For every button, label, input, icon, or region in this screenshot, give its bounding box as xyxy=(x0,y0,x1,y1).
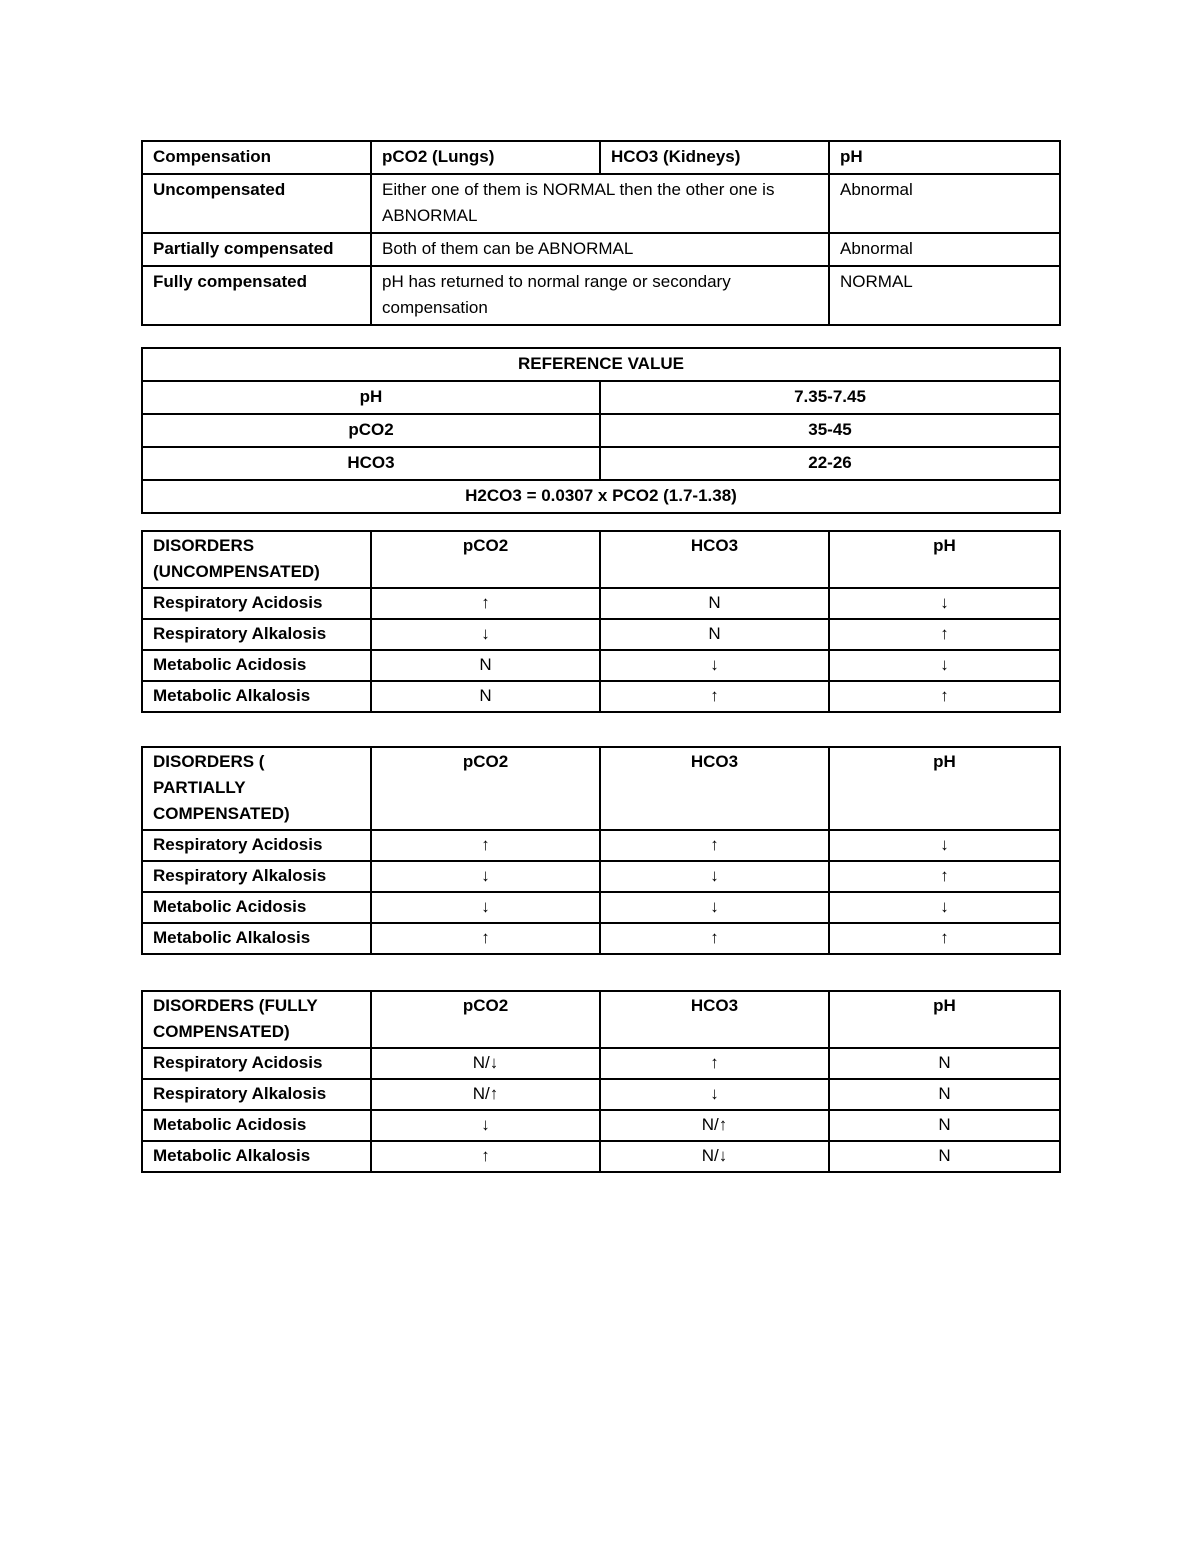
header-cell: HCO3 xyxy=(600,747,829,830)
pco2-cell: ↑ xyxy=(371,1141,600,1172)
reference-value: 22-26 xyxy=(600,447,1060,480)
disorder-name: Respiratory Acidosis xyxy=(142,830,371,861)
table-row xyxy=(142,1110,1060,1141)
uncompensated-table xyxy=(141,530,1061,713)
disorder-name: Metabolic Alkalosis xyxy=(142,681,371,712)
table-row xyxy=(142,480,1060,513)
row-description: Either one of them is NORMAL then the other one is ABNORMAL xyxy=(371,174,829,233)
pco2-cell: ↓ xyxy=(371,892,600,923)
fully-compensated-table xyxy=(141,990,1061,1173)
table-header-row xyxy=(142,991,1060,1048)
pco2-cell: N xyxy=(371,681,600,712)
ph-cell: ↑ xyxy=(829,619,1060,650)
hco3-cell: N xyxy=(600,619,829,650)
disorder-name: Respiratory Alkalosis xyxy=(142,1079,371,1110)
header-cell: pH xyxy=(829,991,1060,1048)
table-header-row xyxy=(142,747,1060,830)
ph-cell: ↑ xyxy=(829,681,1060,712)
hco3-cell: N/↑ xyxy=(600,1110,829,1141)
disorder-name: Respiratory Acidosis xyxy=(142,588,371,619)
hco3-cell: ↓ xyxy=(600,861,829,892)
header-cell: HCO3 xyxy=(600,991,829,1048)
header-cell: Compensation xyxy=(142,141,371,174)
reference-value: 7.35-7.45 xyxy=(600,381,1060,414)
pco2-cell: ↑ xyxy=(371,830,600,861)
table-header-row xyxy=(142,141,1060,174)
header-cell: HCO3 (Kidneys) xyxy=(600,141,829,174)
pco2-cell: ↑ xyxy=(371,588,600,619)
table-row xyxy=(142,266,1060,325)
row-ph: Abnormal xyxy=(829,233,1060,266)
table-row xyxy=(142,619,1060,650)
header-cell: HCO3 xyxy=(600,531,829,588)
reference-title: REFERENCE VALUE xyxy=(142,348,1060,381)
reference-name: HCO3 xyxy=(142,447,600,480)
ph-cell: ↑ xyxy=(829,923,1060,954)
ph-cell: N xyxy=(829,1110,1060,1141)
partially-compensated-table xyxy=(141,746,1061,955)
table-row xyxy=(142,892,1060,923)
disorder-name: Metabolic Acidosis xyxy=(142,1110,371,1141)
table-row xyxy=(142,1048,1060,1079)
table-row xyxy=(142,447,1060,480)
ph-cell: N xyxy=(829,1079,1060,1110)
table-row xyxy=(142,830,1060,861)
header-cell: pH xyxy=(829,747,1060,830)
reference-table xyxy=(141,347,1061,514)
pco2-cell: ↓ xyxy=(371,619,600,650)
row-label: Uncompensated xyxy=(142,174,371,233)
table-row xyxy=(142,233,1060,266)
compensation-table xyxy=(141,140,1061,326)
disorder-name: Respiratory Alkalosis xyxy=(142,861,371,892)
table-row xyxy=(142,174,1060,233)
reference-formula: H2CO3 = 0.0307 x PCO2 (1.7-1.38) xyxy=(142,480,1060,513)
table-row xyxy=(142,1141,1060,1172)
table-row xyxy=(142,588,1060,619)
row-ph: Abnormal xyxy=(829,174,1060,233)
disorder-name: Metabolic Alkalosis xyxy=(142,1141,371,1172)
hco3-cell: ↑ xyxy=(600,830,829,861)
disorder-name: Metabolic Acidosis xyxy=(142,650,371,681)
pco2-cell: ↓ xyxy=(371,1110,600,1141)
header-cell: DISORDERS (UNCOMPENSATED) xyxy=(142,531,371,588)
header-cell: pH xyxy=(829,141,1060,174)
table-row xyxy=(142,923,1060,954)
hco3-cell: ↓ xyxy=(600,1079,829,1110)
disorder-name: Respiratory Alkalosis xyxy=(142,619,371,650)
ph-cell: N xyxy=(829,1048,1060,1079)
disorder-name: Metabolic Alkalosis xyxy=(142,923,371,954)
ph-cell: ↓ xyxy=(829,588,1060,619)
reference-name: pH xyxy=(142,381,600,414)
row-description: pH has returned to normal range or secondary compensation xyxy=(371,266,829,325)
table-header-row xyxy=(142,348,1060,381)
disorder-name: Metabolic Acidosis xyxy=(142,892,371,923)
pco2-cell: N/↑ xyxy=(371,1079,600,1110)
ph-cell: ↑ xyxy=(829,861,1060,892)
ph-cell: ↓ xyxy=(829,650,1060,681)
hco3-cell: ↑ xyxy=(600,923,829,954)
reference-name: pCO2 xyxy=(142,414,600,447)
hco3-cell: N/↓ xyxy=(600,1141,829,1172)
hco3-cell: N xyxy=(600,588,829,619)
ph-cell: N xyxy=(829,1141,1060,1172)
ph-cell: ↓ xyxy=(829,830,1060,861)
table-row xyxy=(142,861,1060,892)
pco2-cell: N xyxy=(371,650,600,681)
reference-value: 35-45 xyxy=(600,414,1060,447)
table-row xyxy=(142,650,1060,681)
hco3-cell: ↑ xyxy=(600,681,829,712)
table-row xyxy=(142,414,1060,447)
hco3-cell: ↓ xyxy=(600,650,829,681)
table-header-row xyxy=(142,531,1060,588)
row-label: Fully compensated xyxy=(142,266,371,325)
header-cell: pH xyxy=(829,531,1060,588)
hco3-cell: ↑ xyxy=(600,1048,829,1079)
row-ph: NORMAL xyxy=(829,266,1060,325)
table-row xyxy=(142,1079,1060,1110)
pco2-cell: ↓ xyxy=(371,861,600,892)
pco2-cell: N/↓ xyxy=(371,1048,600,1079)
table-row xyxy=(142,681,1060,712)
header-cell: DISORDERS ( PARTIALLY COMPENSATED) xyxy=(142,747,371,830)
row-label: Partially compensated xyxy=(142,233,371,266)
hco3-cell: ↓ xyxy=(600,892,829,923)
ph-cell: ↓ xyxy=(829,892,1060,923)
header-cell: pCO2 xyxy=(371,531,600,588)
header-cell: pCO2 xyxy=(371,747,600,830)
header-cell: pCO2 xyxy=(371,991,600,1048)
header-cell: DISORDERS (FULLY COMPENSATED) xyxy=(142,991,371,1048)
row-description: Both of them can be ABNORMAL xyxy=(371,233,829,266)
table-row xyxy=(142,381,1060,414)
disorder-name: Respiratory Acidosis xyxy=(142,1048,371,1079)
pco2-cell: ↑ xyxy=(371,923,600,954)
header-cell: pCO2 (Lungs) xyxy=(371,141,600,174)
